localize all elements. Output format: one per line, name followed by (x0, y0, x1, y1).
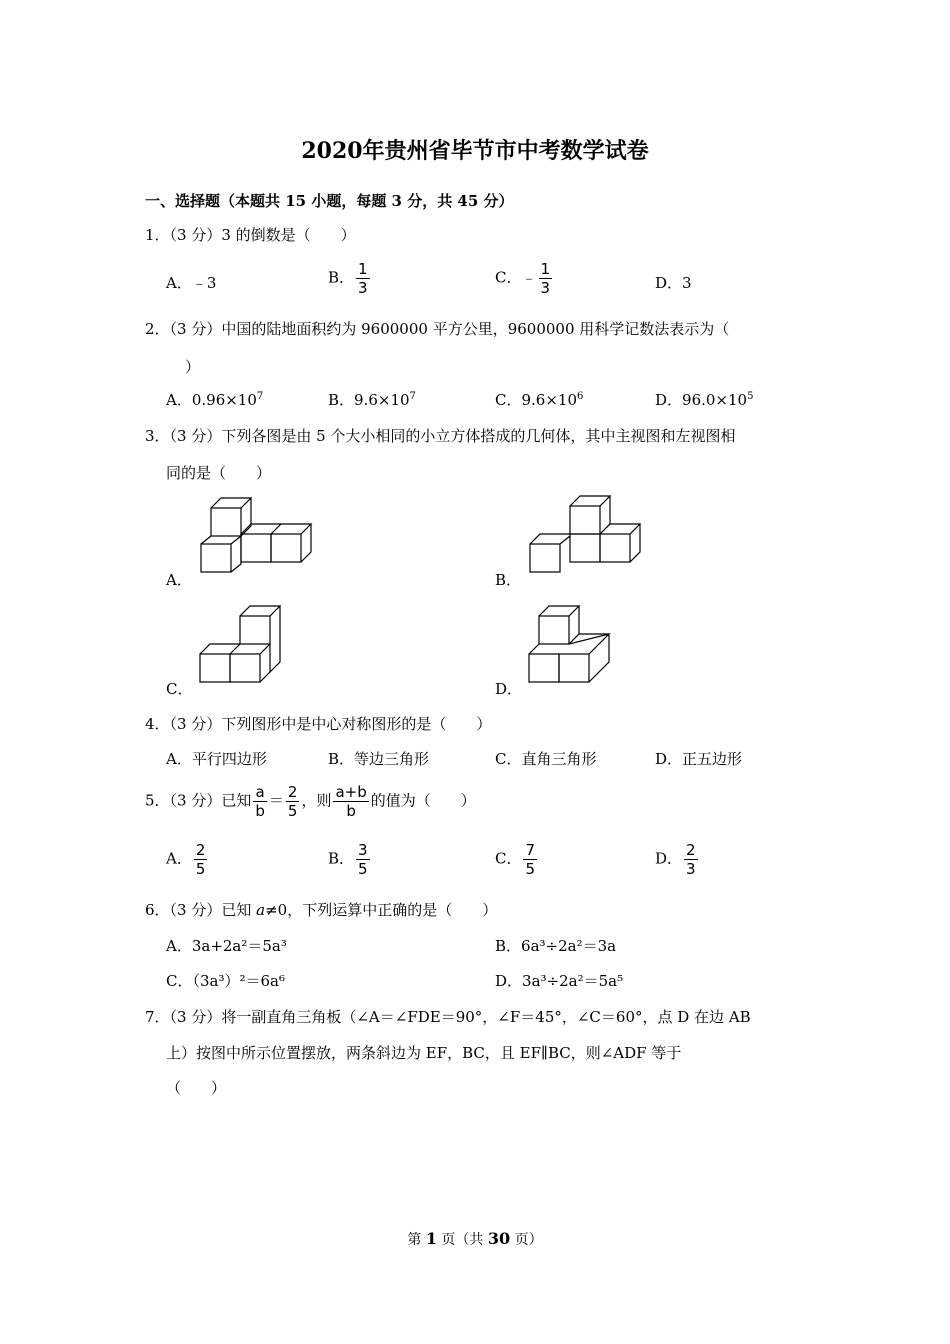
page-footer: 第 1 页（共 30 页） (407, 1229, 543, 1248)
q4-option-a: A．平行四边形 (166, 750, 267, 768)
q2-option-a: A．$0.96\times 10^7$ (166, 391, 264, 409)
q1-option-c: C．﹣ $\frac{1}{3}$ (495, 260, 551, 297)
q6-option-c: C．（3a³）²＝6a⁶ (166, 972, 285, 990)
question-7-line2: 上）按图中所示位置摆放，两条斜边为 EF，BC，且 EF∥BC，则∠ADF 等于 (166, 1044, 682, 1062)
q3-option-d-label: D． (495, 680, 523, 698)
q1-option-b: B． $\frac{1}{3}$ (328, 260, 368, 297)
page-total: 30 (487, 1229, 511, 1248)
question-2-stem-line1: 2．（3 分）中国的陆地面积约为 9600000 平方公里，9600000 用科学记数法表示为（ (145, 320, 730, 338)
page-number: 1 (425, 1229, 437, 1248)
q2-option-d: D．$96.0\times 10^5$ (655, 391, 754, 409)
q3-option-a-label: A． (166, 571, 192, 589)
q6-option-a: A．3a+2a²＝5a³ (166, 937, 287, 955)
q5-option-a: A． $\frac{2}{5}$ (166, 841, 206, 878)
question-6-stem: 6．（3 分）已知 a≠0，下列运算中正确的是（ ） (145, 901, 498, 919)
q4-option-d: D．正五边形 (655, 750, 743, 768)
q6-option-d: D．3a³÷2a²＝5a⁵ (495, 972, 624, 990)
q5-option-c: C． $\frac{7}{5}$ (495, 841, 536, 878)
question-3-stem-line1: 3．（3 分）下列各图是由 5 个大小相同的小立方体搭成的几何体，其中主视图和左视图相 (145, 427, 736, 445)
q3-option-b-label: B． (495, 571, 522, 589)
q2-option-c: C．$9.6\times 10^6$ (495, 391, 584, 409)
q1-option-d: D．3 (655, 274, 692, 292)
question-1-stem: 1．（3 分）3 的倒数是（ ） (145, 226, 356, 244)
q4-option-c: C．直角三角形 (495, 750, 597, 768)
question-7-line1: 7．（3 分）将一副直角三角板（∠A＝∠FDE＝90°，∠F＝45°，∠C＝60°，点 D 在边 AB (145, 1008, 751, 1026)
question-5-stem: 5．（3 分）已知 $\frac{a}{b}$ ＝ $\frac{2}{5}$ ，则 $\frac{a+b}{b}$ 的值为（ ） (145, 783, 476, 820)
q2-option-b: B．$9.6\times 10^7$ (328, 391, 416, 409)
q4-option-b: B．等边三角形 (328, 750, 430, 768)
question-3-stem-line2: 同的是（ ） (166, 464, 272, 482)
question-4-stem: 4．（3 分）下列图形中是中心对称图形的是（ ） (145, 715, 492, 733)
q3-figure-d (525, 602, 650, 687)
q1-option-a: A．﹣3 (166, 274, 217, 292)
page-title: 2020年贵州省毕节市中考数学试卷 (301, 138, 649, 164)
q5-option-b: B． $\frac{3}{5}$ (328, 841, 368, 878)
q5-option-d: D． $\frac{2}{3}$ (655, 841, 696, 878)
q3-figure-a (195, 492, 320, 577)
question-2-stem-line2: ） (185, 358, 201, 376)
q3-option-c-label: C． (166, 680, 193, 698)
section-heading: 一、选择题（本题共 15 小题，每题 3 分，共 45 分） (145, 192, 514, 210)
q3-figure-b (525, 492, 650, 577)
q3-figure-c (195, 602, 320, 687)
q6-option-b: B．6a³÷2a²＝3a (495, 937, 617, 955)
question-7-line3: （ ） (166, 1079, 227, 1097)
